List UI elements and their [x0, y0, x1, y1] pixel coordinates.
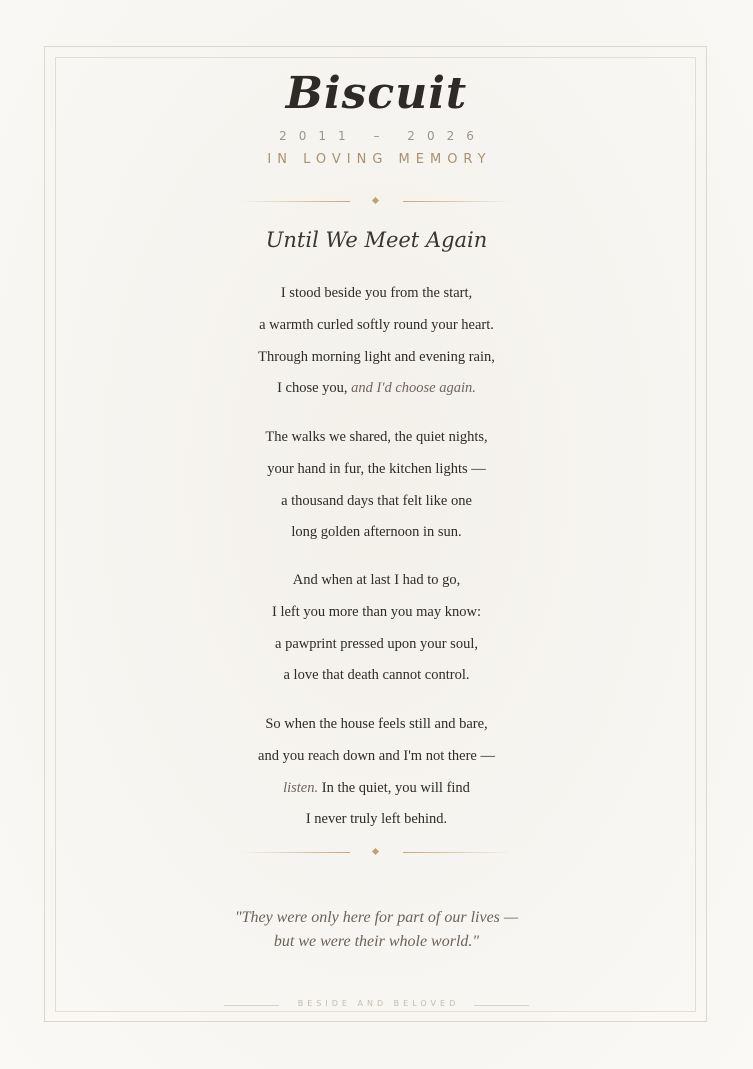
diamond-icon [372, 848, 379, 855]
footer-text: BESIDE AND BELOVED [297, 999, 460, 1008]
poem-line-emphasis: listen. [283, 779, 319, 796]
bottom-divider [240, 848, 513, 858]
poem-line: your hand in fur, the kitchen lights — [267, 460, 486, 477]
poem-line: a pawprint pressed upon your soul, [275, 635, 478, 652]
poem-title: Until We Meet Again [265, 228, 488, 252]
poem-line: And when at last I had to go, [292, 572, 461, 588]
memorial-subtitle: IN LOVING MEMORY [267, 152, 492, 167]
poem-line-text: I chose you, [277, 380, 352, 397]
poem-line [0, 773, 753, 805]
poem-stanza-4 [0, 709, 753, 836]
poem-line: a thousand days that felt like one [281, 492, 472, 509]
poem-line: a warmth curled softly round your heart. [259, 316, 494, 333]
divider-line-right [403, 201, 513, 202]
quote-line-2: but we were their whole world." [273, 933, 480, 950]
footer [224, 999, 529, 1011]
poem-line: The walks we shared, the quiet nights, [265, 429, 488, 445]
pet-name: Biscuit [285, 68, 468, 119]
diamond-icon [372, 197, 379, 204]
poem-line: a love that death cannot control. [283, 667, 470, 684]
poem-line [0, 373, 753, 405]
poem-line: So when the house feels still and bare, [265, 716, 488, 732]
poem-line: and you reach down and I'm not there — [258, 747, 495, 764]
divider-line-right [403, 852, 513, 853]
life-years: 2011 – 2026 [279, 129, 486, 143]
divider-line-left [240, 201, 350, 202]
poem-line: I stood beside you from the start, [280, 285, 473, 301]
quote-line-1: "They were only here for part of our lives — [234, 909, 519, 926]
poem-line: Through morning light and evening rain, [258, 348, 495, 365]
poem-line: I left you more than you may know: [272, 603, 481, 620]
poem-line: long golden afternoon in sun. [291, 524, 462, 541]
poem-stanza-1 [0, 278, 753, 405]
poem-stanza-3 [0, 565, 753, 692]
poem-stanza-2 [0, 422, 753, 549]
divider-line-left [240, 852, 350, 853]
poem-line-emphasis: and I'd choose again. [351, 380, 476, 397]
footer-line-right [474, 1005, 529, 1006]
poem-line: I never truly left behind. [305, 811, 448, 828]
poem-line-text: In the quiet, you will find [318, 779, 470, 796]
memorial-quote [0, 906, 753, 954]
top-divider [240, 197, 513, 207]
